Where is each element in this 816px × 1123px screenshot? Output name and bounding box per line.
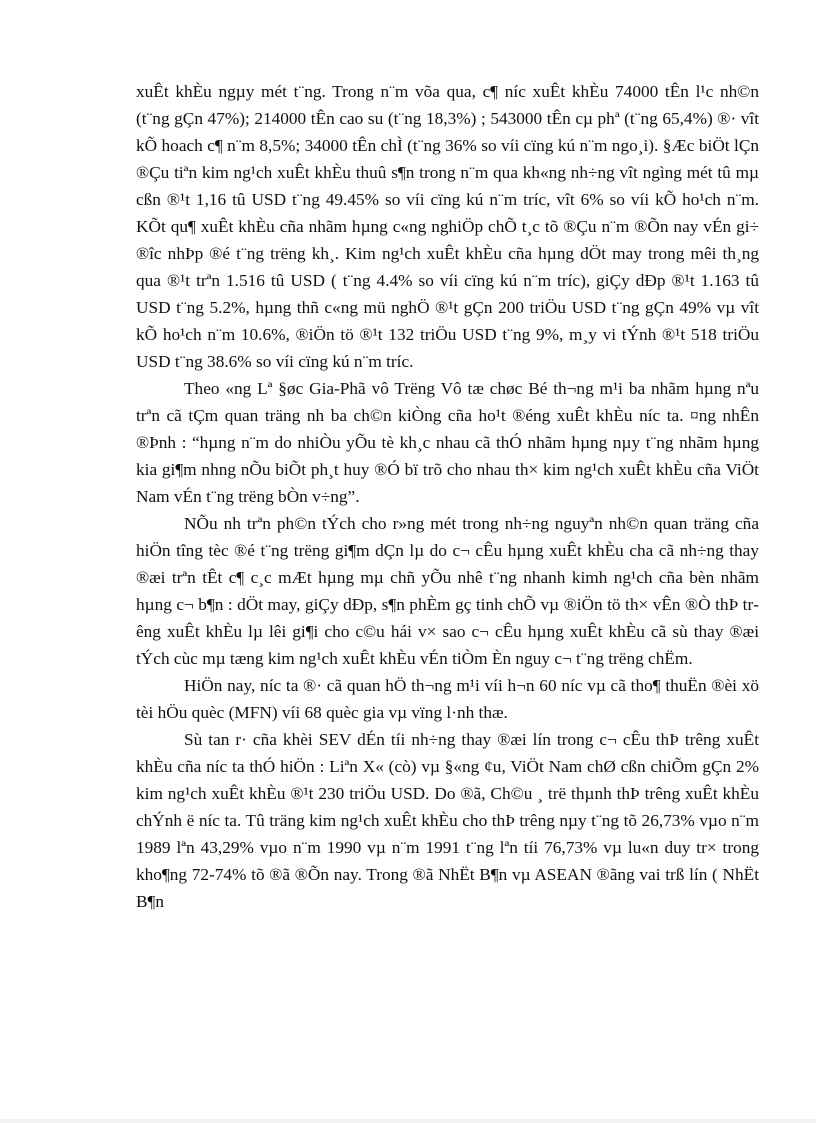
paragraph-three-pillars-quote: Theo «ng Lª §øc Gia-Phã vô Trëng Vô tæ chøc Bé th¬ng m¹i ba nhãm hµng nªu trªn cã tÇm quan träng nh ba ch©n kiÒng cña ho¹t ®éng xuÊt khÈu níc ta. ¤ng nhÊn ®Þnh : “hµng n¨m do nhiÒu yÕu tè kh¸c nhau cã thÓ nhãm hµng nµy t¨ng nhãm hµng kia gi¶m nhng nÕu biÕt ph¸t huy ®Ó bï trõ cho nhau th× kim ng¹ch xuÊt khÈu cña ViÖt Nam vÉn t¨ng trëng bÒn v÷ng”.: [136, 379, 759, 506]
page-bottom-edge: [0, 1119, 816, 1123]
paragraph-exports-growth: xuÊt khÈu ngµy mét t¨ng. Trong n¨m võa qua, c¶ níc xuÊt khÈu 74000 tÊn l¹c nh©n (t¨ng gÇn 47%); 214000 tÊn cao su (t¨ng 18,3%) ; 543000 tÊn cµ phª (t¨ng 65,4%) ®· vît kÕ hoach c¶ n¨m 8,5%; 34000 tÊn chÌ (t¨ng 36% so víi cïng kú n¨m ngo¸i). §Æc biÖt lÇn ®Çu tiªn kim ng¹ch xuÊt khÈu thuû s¶n trong n¨m qua kh«ng nh÷ng vît ngìng mét tû mµ cßn ®¹t 1,16 tû USD t¨ng 49.45% so víi cïng kú n¨m tríc, vît 6% so víi kÕ ho¹ch n¨m. KÕt qu¶ xuÊt khÈu cña nhãm hµng c«ng nghiÖp chÕ t¸c tõ ®Çu n¨m ®Õn nay vÉn gi÷ ®îc nhÞp ®é t¨ng trëng kh¸. Kim ng¹ch xuÊt khÈu cña hµng dÖt may trong mêi th¸ng qua ®¹t trªn 1.516 tû USD ( t¨ng 4.4% so víi cïng kú n¨m tríc), giÇy dÐp ®¹t 1.163 tû USD t¨ng 5.2%, hµng thñ c«ng mü nghÖ ®¹t gÇn 200 triÖu USD t¨ng gÇn 49% vµ vît kÕ ho¹ch n¨m 10.6%, ®iÖn tö ®¹t 132 triÖu USD t¨ng 9%, m¸y vi tÝnh ®¹t 518 triÖu USD t¨ng 38.6% so víi cïng kú n¨m tríc.: [136, 82, 759, 371]
paragraph-export-structure: NÕu nh trªn ph©n tÝch cho r»ng mét trong nh÷ng nguyªn nh©n quan träng cña hiÖn tîng tèc ®é t¨ng trëng gi¶m dÇn lµ do c¬ cÊu hµng xuÊt khÈu cha cã nh÷ng thay ®æi trªn tÊt c¶ c¸c mÆt hµng mµ chñ yÕu nhê t¨ng nhanh kimh ng¹ch cña bèn nhãm hµng c¬ b¶n : dÖt may, giÇy dÐp, s¶n phÈm gç tinh chÕ vµ ®iÖn tö th× vÊn ®Ò thÞ trêng xuÊt khÈu lµ lêi gi¶i cho c©u hái v× sao c¬ cÊu hµng xuÊt khÈu cã sù thay ®æi tÝch cùc mµ tæng kim ng¹ch xuÊt khÈu vÉn tiÒm Èn nguy c¬ t¨ng trëng chËm.: [136, 514, 759, 668]
document-page: [136, 78, 759, 915]
paragraph-sev-collapse: Sù tan r· cña khèi SEV dÉn tíi nh÷ng thay ®æi lín trong c¬ cÊu thÞ trêng xuÊt khÈu cña níc ta thÓ hiÖn : Liªn X« (cò) vµ §«ng ¢u, ViÖt Nam chØ cßn chiÕm gÇn 2% kim ng¹ch xuÊt khÈu ®¹t 230 triÖu USD. Do ®ã, Ch©u ¸ trë thµnh thÞ trêng xuÊt khÈu chÝnh ë níc ta. Tû träng kim ng¹ch xuÊt khÈu cho thÞ trêng nµy t¨ng tõ 26,73% vµo n¨m 1989 lªn 43,29% vµo n¨m 1990 vµ n¨m 1991 t¨ng lªn tíi 76,73% vµ lu«n duy tr× trong kho¶ng 72-74% tõ ®ã ®Õn nay. Trong ®ã NhËt B¶n vµ ASEAN ®ãng vai trß lín ( NhËt B¶n: [136, 730, 759, 911]
paragraph-trade-relations: HiÖn nay, níc ta ®· cã quan hÖ th¬ng m¹i víi h¬n 60 níc vµ cã tho¶ thuËn ®èi xö tèi hÖu quèc (MFN) víi 68 quèc gia vµ vïng l·nh thæ.: [136, 676, 759, 722]
